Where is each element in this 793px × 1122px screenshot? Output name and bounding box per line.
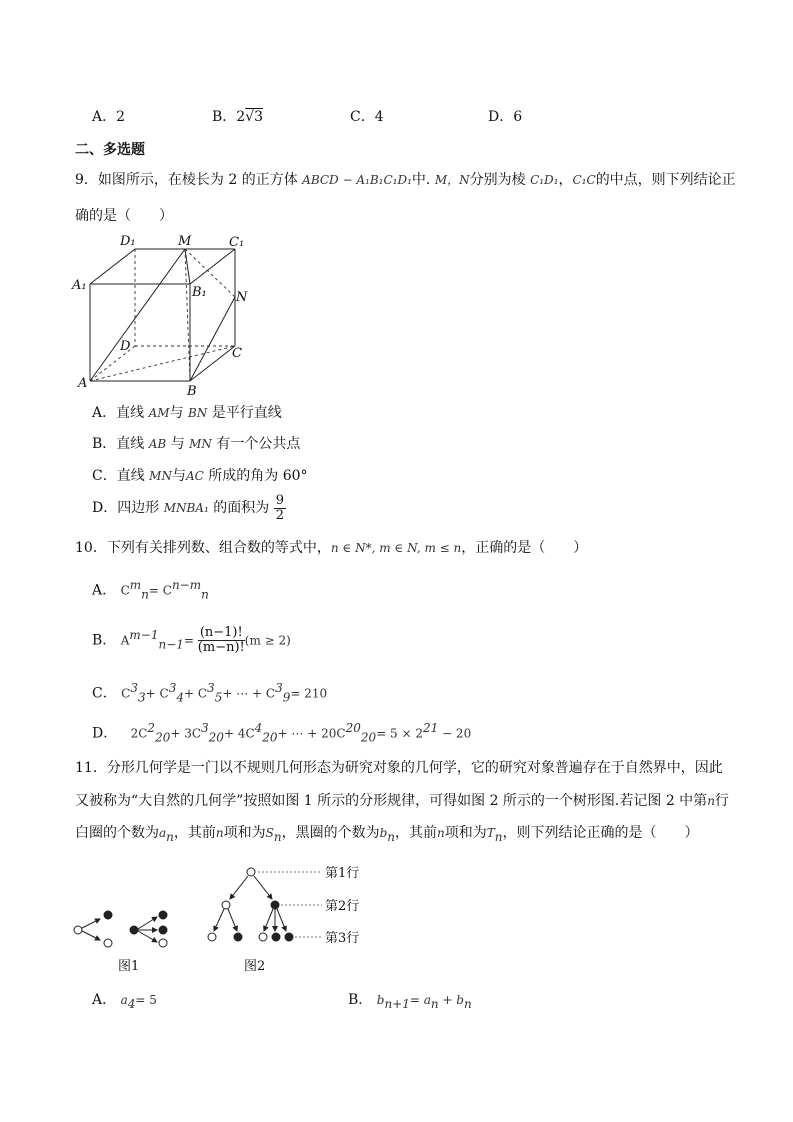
- q11-stem-line2: 又被称为“大自然的几何学”按照如图 1 所示的分形规律，可得如图 2 所示的一个树形图.若记图 2 中第n行: [75, 793, 729, 809]
- label-c1: C₁: [229, 235, 245, 250]
- black-circle: [272, 933, 280, 941]
- q8-option-a: A．2: [92, 109, 126, 125]
- figure-1-caption: 图1: [118, 959, 140, 974]
- label-d1: D₁: [120, 234, 136, 249]
- q10-option-b: B． $A^{m-1}_{n-1}=$ $\frac{(n-1)!}{(m-n)!}$ (m ≥ 2): [92, 625, 291, 656]
- section-title: 二、多选题: [75, 142, 145, 158]
- q9-option-b: B．直线 AB 与 MN 有一个公共点: [92, 436, 301, 452]
- black-circle: [271, 901, 279, 909]
- fractal-figures: [70, 858, 380, 978]
- segment-mb1: [185, 249, 190, 284]
- segment-am: [90, 249, 185, 381]
- label-m: M: [178, 234, 192, 249]
- black-circle: [104, 911, 112, 919]
- q9-option-c: C．直线 MN与AC 所成的角为 60°: [92, 468, 308, 484]
- row-label-2: 第2行: [325, 899, 360, 914]
- white-circle: [159, 939, 167, 947]
- q10-option-a: A． $C^m_n= C^{n-m}_n$: [92, 578, 209, 602]
- row-label-3: 第3行: [325, 931, 360, 946]
- black-circle: [234, 933, 242, 941]
- figure-2: [208, 868, 293, 941]
- label-a: A: [78, 376, 88, 391]
- q9-stem: 9．如图所示，在棱长为 2 的正方体 ABCD − A₁B₁C₁D₁中. M，N分别为棱 C₁D₁，C₁C的中点，则下列结论正: [75, 172, 736, 188]
- q11-option-b: B． $b_{n+1}= a_n + b_n$: [348, 992, 472, 1011]
- q8-option-b: B．2√3: [212, 109, 264, 125]
- white-circle: [222, 901, 230, 909]
- black-circle: [130, 926, 138, 934]
- white-circle: [104, 939, 112, 947]
- black-circle: [159, 911, 167, 919]
- label-b: B: [187, 384, 197, 398]
- fraction-nine-halves: $\frac{9}{2}$: [275, 492, 284, 523]
- label-a1: A₁: [72, 278, 87, 293]
- black-circle: [159, 926, 167, 934]
- q11-stem-line3: 白圈的个数为$a_n$，其前n项和为$S_n$，黑圈的个数为$b_n$，其前n项和为$T_n$，则下列结论正确的是（ ）: [75, 825, 699, 844]
- q8-option-d: D．6: [488, 109, 523, 125]
- label-d: D: [120, 339, 131, 354]
- label-n: N: [236, 290, 248, 305]
- q10-option-c: C． $C^3_3+ C^3_4+ C^3_5+$ ⋯ + $C^3_9= 210$: [92, 681, 328, 705]
- white-circle: [74, 926, 82, 934]
- figure-1: [74, 911, 167, 947]
- q11-option-a: A． $a_4= 5$: [92, 992, 157, 1011]
- q8-option-c: C．4: [350, 109, 384, 125]
- white-circle: [259, 933, 267, 941]
- black-circle: [285, 933, 293, 941]
- label-c: C: [232, 346, 242, 361]
- row-label-1: 第1行: [325, 866, 360, 881]
- fraction-factorials: $\frac{(n-1)!}{(m-n)!}$: [197, 625, 245, 656]
- label-b1: B₁: [192, 285, 207, 300]
- segment-bn: [190, 297, 235, 381]
- q10-stem: 10．下列有关排列数、组合数的等式中，n ∈ N*, m ∈ N, m ≤ n，正确的是（ ）: [75, 540, 588, 556]
- q11-stem-line1: 11．分形几何学是一门以不规则几何形态为研究对象的几何学，它的研究对象普遍存在于自然界中，因此: [75, 760, 723, 776]
- q9-stem-cont: 确的是（ ）: [75, 208, 173, 224]
- white-circle: [247, 868, 255, 876]
- cube-figure: [70, 228, 260, 398]
- q9-option-a: A．直线 AM与 BN 是平行直线: [92, 405, 282, 421]
- q10-option-d: D． $2C^2_{20}+ 3C^3_{20}+ 4C^4_{20}+$ ⋯ + $20C^{20}_{20}= 5 \times 2^{21} - 20$: [92, 721, 472, 745]
- figure-2-caption: 图2: [244, 959, 266, 974]
- q9-option-d: D．四边形 MNBA₁ 的面积为 $\frac{9}{2}$: [92, 492, 284, 523]
- edge-a1d1: [90, 249, 135, 284]
- edge-b1c1: [190, 249, 235, 284]
- white-circle: [208, 933, 216, 941]
